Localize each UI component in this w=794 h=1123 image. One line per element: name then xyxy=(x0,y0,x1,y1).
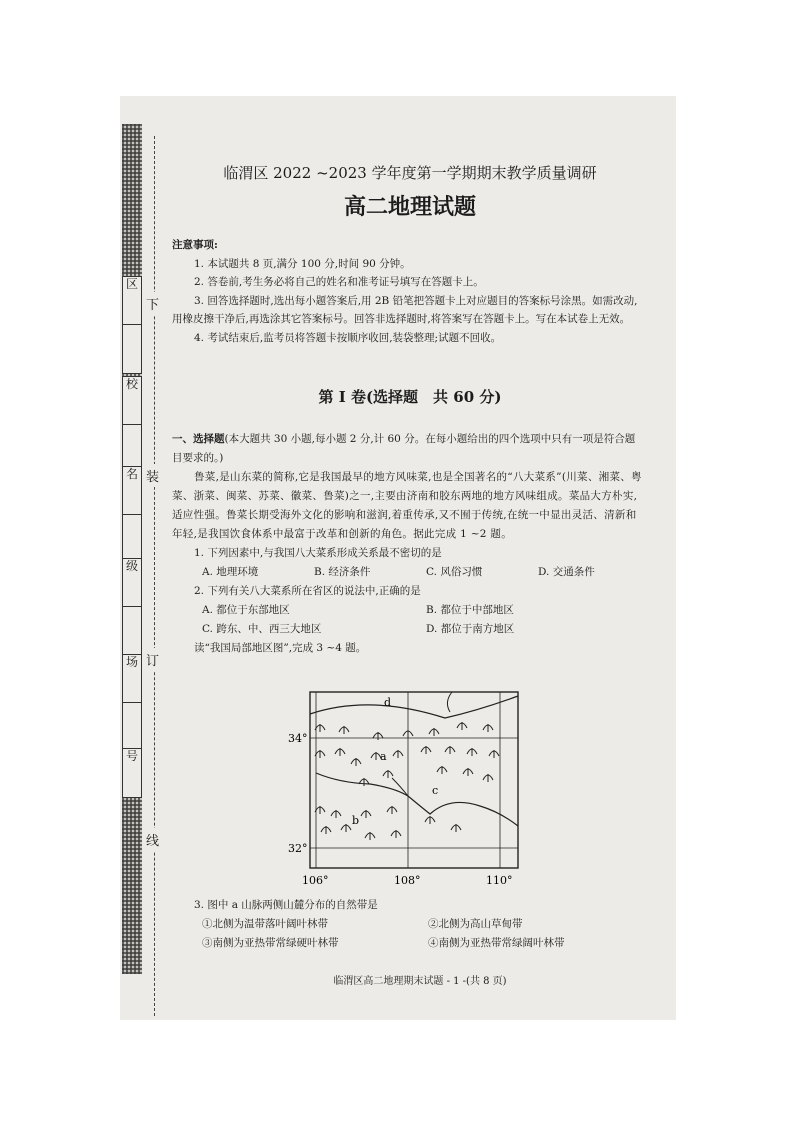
exam-title: 临渭区 2022 ~2023 学年度第一学期期末教学质量调研 xyxy=(223,164,597,182)
passage: 鲁菜,是山东菜的简称,它是我国最早的地方风味菜,也是全国著名的“八大菜系”(川菜、湘菜、粤菜、浙菜、闽菜、苏菜、徽菜、鲁菜)之一,主要由济南和胶东两地的地方风味组成。菜品大方朴实,适应性强。鲁菜长期受海外文化的影响和滋润,着重传承,又不囿于传统,在统一中显出灵活、清新和年轻,是我国饮食体系中最富于改革和创新的角色。据此完成 1 ~2 题。 xyxy=(172,471,642,540)
info-box-8 xyxy=(122,606,142,656)
q3-stem: 3. 图中 a 山脉两侧山麓分布的自然带是 xyxy=(194,899,378,911)
q3-option-4: ④南侧为亚热带常绿阔叶林带 xyxy=(428,937,565,949)
seal-char-1: 下 xyxy=(146,292,159,315)
info-box-1: 区 xyxy=(122,276,142,326)
info-box-7: 级 xyxy=(122,558,142,608)
part1-instruction: (本大题共 30 小题,每小题 2 分,计 60 分。在每小题给出的四个选项中只有一项是符合题目要求的。) xyxy=(172,433,636,464)
q1-option-b: B. 经济条件 xyxy=(314,566,371,578)
subject-title: 高二地理试题 xyxy=(343,194,476,220)
cut-line xyxy=(154,136,155,1016)
q3-option-3: ③南侧为亚热带常绿硬叶林带 xyxy=(202,937,339,949)
seal-char-3: 订 xyxy=(146,648,159,671)
q3-options-row1 xyxy=(172,915,642,934)
river-tributary xyxy=(392,778,408,796)
page-footer: 临渭区高二地理期末试题 - 1 -(共 8 页) xyxy=(333,976,507,987)
point-label-d: d xyxy=(384,696,392,709)
part1-block xyxy=(172,430,642,658)
q1-options xyxy=(172,563,642,582)
q3-option-1: ①北侧为温带落叶阔叶林带 xyxy=(202,918,328,930)
note-item: 4. 考试结束后,监考员将答题卡按顺序收回,装袋整理;试题不回收。 xyxy=(194,331,502,344)
point-label-a: a xyxy=(380,750,387,763)
seal-char-4: 线 xyxy=(146,828,159,851)
lat-label-32: 32° xyxy=(288,842,308,855)
q1-stem: 1. 下列因素中,与我国八大菜系形成关系最不密切的是 xyxy=(194,547,442,559)
exam-sheet xyxy=(120,96,676,1020)
info-box-9: 场 xyxy=(122,654,142,704)
q3-block xyxy=(172,896,642,953)
river-d xyxy=(310,696,518,718)
info-box-2 xyxy=(122,324,142,374)
q3-options-row2 xyxy=(172,934,642,953)
note-item: 3. 回答选择题时,选出每小题答案后,用 2B 铅笔把答题卡上对应题目的答案标号涂黑。如需改动,用橡皮擦干净后,再选涂其它答案标号。回答非选择题时,将答案写在答题卡上。写在本试卷上无效。 xyxy=(172,294,638,325)
q1-option-c: C. 风俗习惯 xyxy=(426,566,483,578)
q2-option-d: D. 都位于南方地区 xyxy=(426,623,515,635)
notes-block xyxy=(172,236,642,347)
info-box-10 xyxy=(122,702,142,752)
note-item: 2. 答卷前,考生务必将自己的姓名和准考证号填写在答题卡上。 xyxy=(194,276,484,288)
section-title: 第 I 卷(选择题 共 60 分) xyxy=(318,388,502,406)
q2-options-row2 xyxy=(172,620,642,639)
q2-option-a: A. 都位于东部地区 xyxy=(202,604,290,616)
lon-label-106: 106° xyxy=(302,874,329,887)
lat-label-34: 34° xyxy=(288,732,308,745)
seal-char-2: 装 xyxy=(146,464,159,487)
info-box-11: 号 xyxy=(122,748,142,798)
q1-option-a: A. 地理环境 xyxy=(202,566,259,578)
regional-map xyxy=(280,688,528,898)
map-frame xyxy=(310,692,518,868)
part1-heading: 一、选择题 xyxy=(172,433,225,445)
river-branch xyxy=(447,692,452,712)
q2-option-b: B. 都位于中部地区 xyxy=(426,604,514,616)
point-label-b: b xyxy=(352,814,360,827)
point-label-c: c xyxy=(432,784,439,797)
info-box-5: 名 xyxy=(122,466,142,516)
info-box-3: 校 xyxy=(122,376,142,426)
map-intro: 读“我国局部地区图”,完成 3 ~4 题。 xyxy=(194,642,367,654)
q3-option-2: ②北侧为高山草甸带 xyxy=(428,918,523,930)
q2-option-c: C. 跨东、中、西三大地区 xyxy=(202,623,322,635)
q1-option-d: D. 交通条件 xyxy=(538,566,595,578)
lon-label-108: 108° xyxy=(394,874,421,887)
lon-label-110: 110° xyxy=(486,874,513,887)
note-item: 1. 本试题共 8 页,满分 100 分,时间 90 分钟。 xyxy=(194,257,411,270)
q2-stem: 2. 下列有关八大菜系所在省区的说法中,正确的是 xyxy=(194,585,421,597)
q2-options-row1 xyxy=(172,601,642,620)
binding-margin xyxy=(120,96,160,1020)
notes-heading: 注意事项: xyxy=(172,239,218,251)
